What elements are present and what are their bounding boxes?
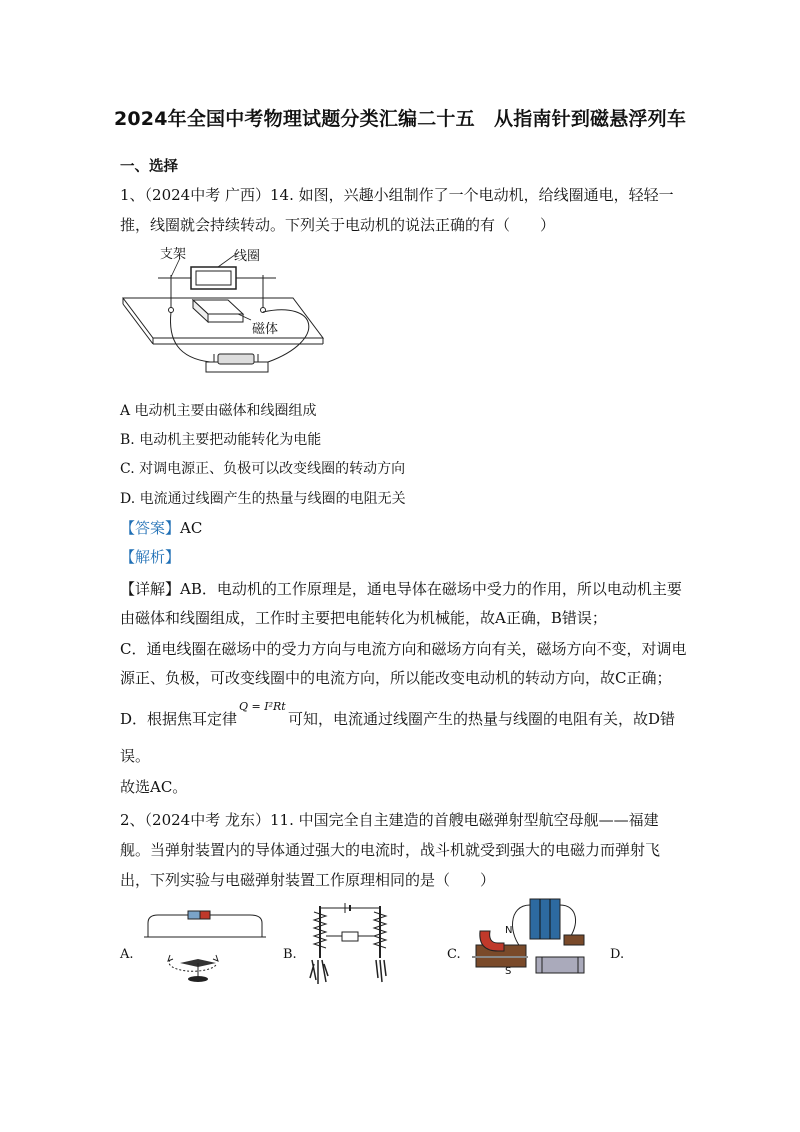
oersted-experiment-figure (140, 905, 270, 985)
detail-text: AB．电动机的工作原理是，通电导体在磁场中受力的作用，所以电动机主要 (180, 580, 682, 598)
q2-stem-line3: 出，下列实验与电磁弹射装置工作原理相同的是（ ） (120, 871, 496, 889)
q1-stem-line1: 1、（2024中考 广西）14. 如图，兴趣小组制作了一个电动机，给线圈通电，轻轻一 (120, 186, 674, 204)
page-title: 2024年全国中考物理试题分类汇编二十五 从指南针到磁悬浮列车 (113, 108, 687, 130)
north-pole-label: N (505, 925, 513, 936)
q1-option-c: C. 对调电源正、负极可以改变线圈的转动方向 (120, 461, 406, 477)
detail-line2: 由磁体和线圈组成，工作时主要把电能转化为机械能，故A正确，B错误； (120, 609, 607, 627)
answer-tag: 【答案】 (120, 519, 181, 537)
q2-option-c-label: C. (447, 947, 461, 962)
answer-value: AC (180, 519, 203, 537)
detail-line1 (120, 578, 682, 599)
detail-tag: 【详解】 (120, 580, 181, 598)
q1-option-d: D. 电流通过线圈产生的热量与线圈的电阻无关 (120, 491, 406, 507)
q2-option-a-label: A. (120, 947, 134, 962)
section-heading: 一、选择 (120, 159, 178, 175)
analysis-tag: 【解析】 (120, 548, 181, 566)
south-pole-label: S (505, 966, 512, 977)
q2-option-d-label: D. (610, 947, 625, 962)
detail-line5: D．根据焦耳定律 (120, 710, 238, 728)
q2-option-b-label: B. (283, 947, 297, 962)
q1-answer (120, 517, 202, 538)
q1-option-b: B. 电动机主要把动能转化为电能 (120, 432, 322, 448)
label-coil: 线圈 (234, 249, 261, 264)
q1-option-a: A 电动机主要由磁体和线圈组成 (120, 403, 317, 419)
q1-stem-line2: 推，线圈就会持续转动。下列关于电动机的说法正确的有（ ） (120, 216, 556, 234)
label-support: 支架 (160, 247, 187, 262)
motor-diagram (118, 240, 338, 390)
detail-line3: C．通电线圈在磁场中的受力方向与电流方向和磁场方向有关，磁场方向不变，对调电 (120, 640, 687, 658)
detail-line5-rest: 可知，电流通过线圈产生的热量与线圈的电阻有关，故D错 (288, 710, 676, 728)
joule-formula: Q = I²Rt (239, 700, 286, 713)
detail-line4: 源正、负极，可改变线圈中的电流方向，所以能改变电动机的转动方向，故C正确； (120, 669, 672, 687)
label-magnet: 磁体 (252, 322, 279, 337)
q2-stem-line2: 舰。当弹射装置内的导体通过强大的电流时，战斗机就受到强大的电磁力而弹射飞 (120, 841, 661, 859)
conductor-in-field-figure (468, 895, 588, 990)
detail-line6: 误。 (120, 747, 151, 765)
q2-stem-line1: 2、（2024中考 龙东）11. 中国完全自主建造的首艘电磁弹射型航空母舰——福建 (120, 811, 659, 829)
conclusion: 故选AC。 (120, 778, 188, 796)
electromagnet-figure (300, 898, 400, 993)
